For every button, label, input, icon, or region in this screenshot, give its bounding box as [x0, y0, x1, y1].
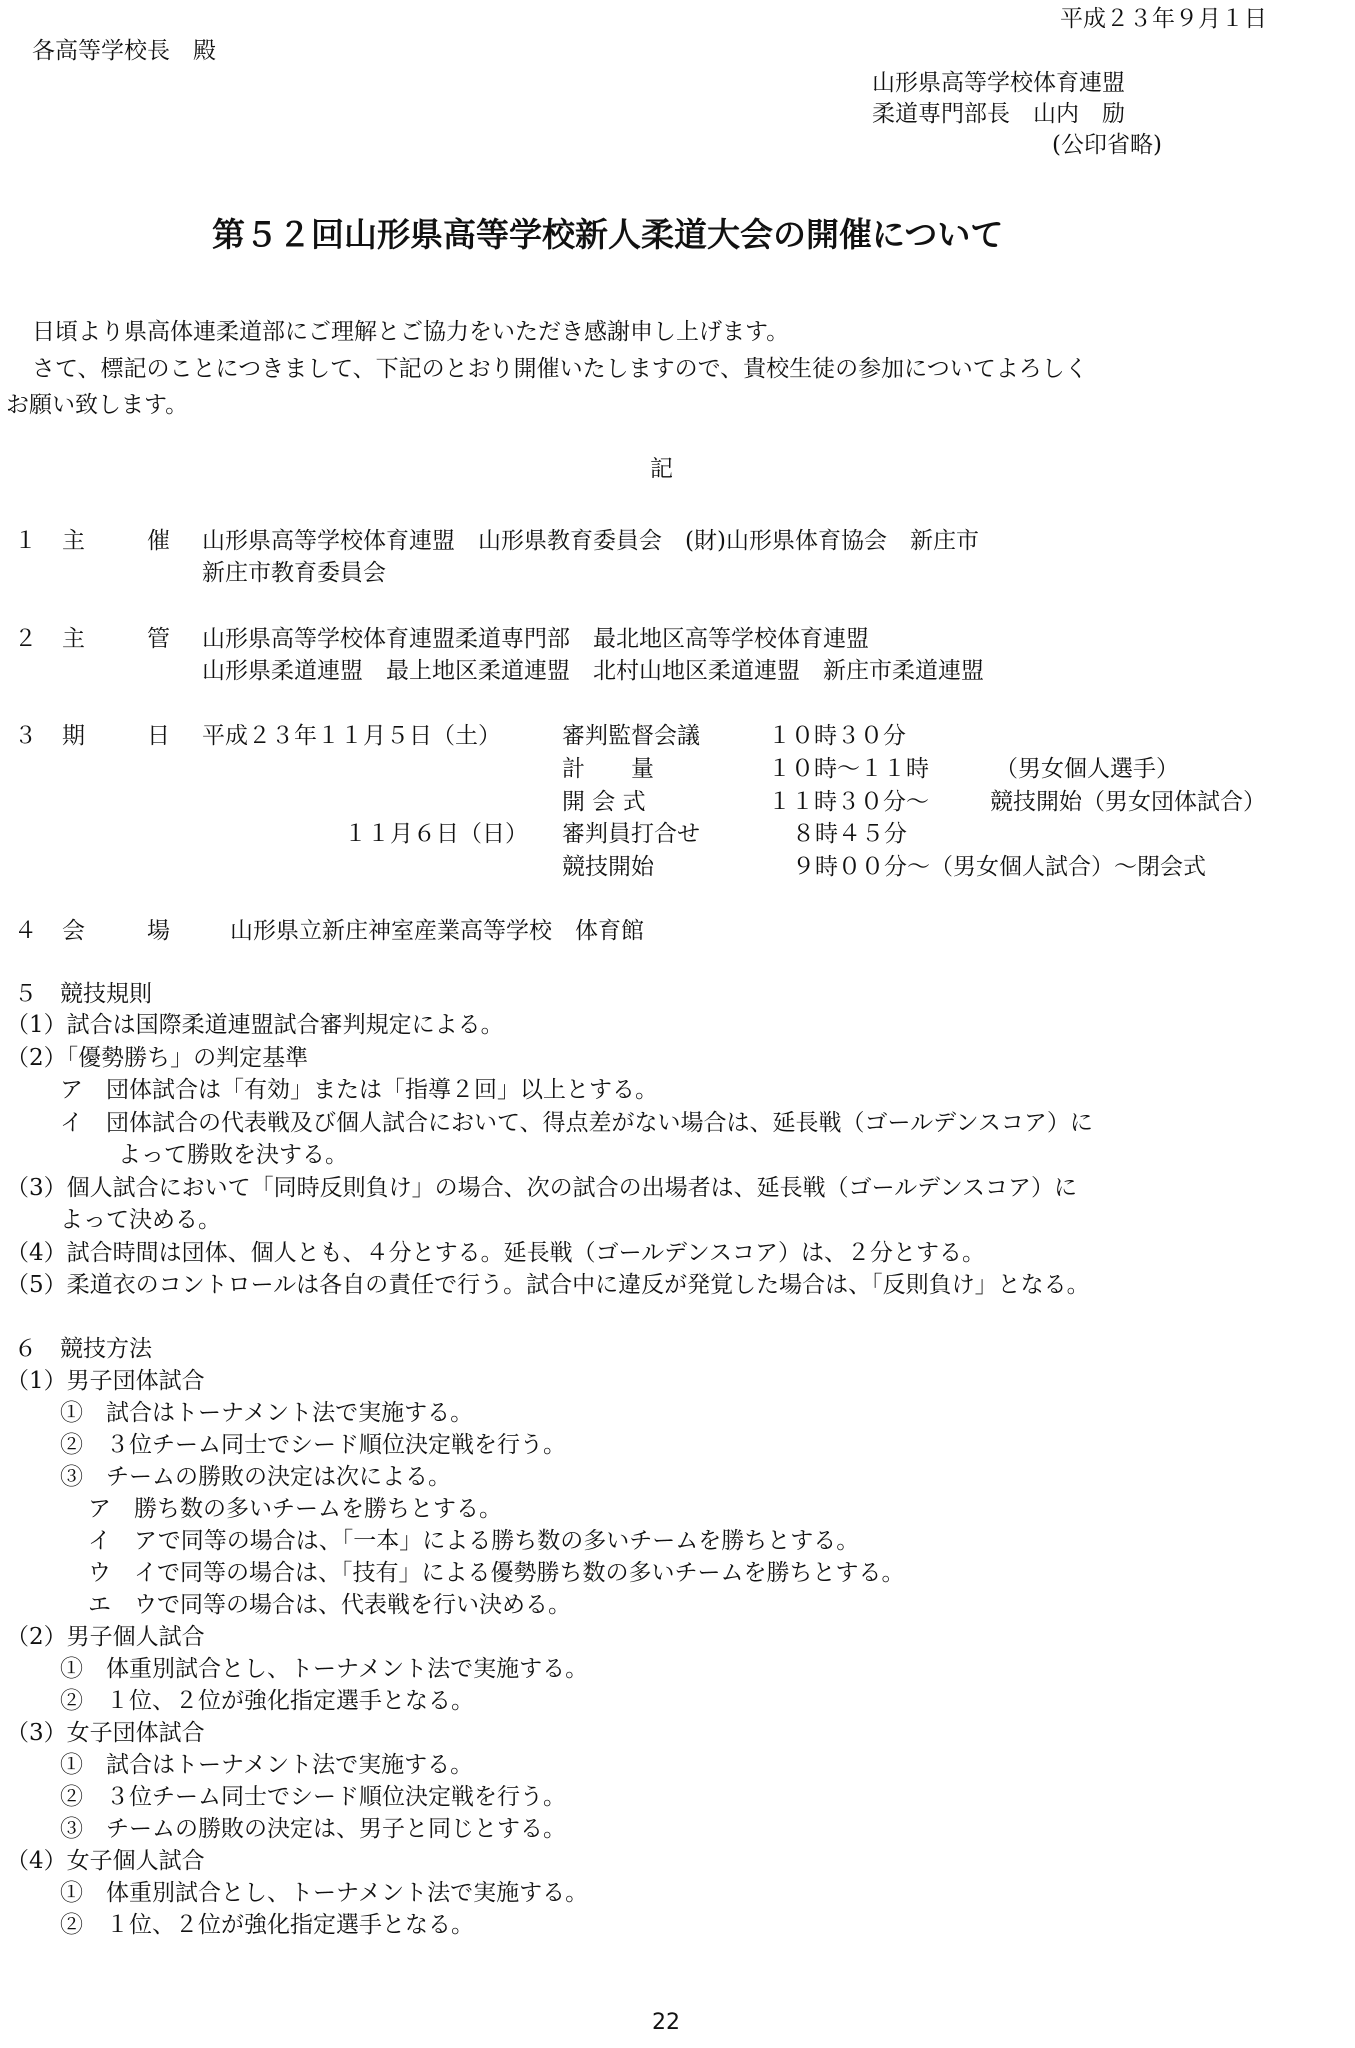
schedule-time: １０時～１１時 [768, 756, 929, 782]
schedule-time: ８時４５分 [792, 821, 907, 847]
section-1-label-a: 主 [62, 528, 85, 554]
method-line: エ ウで同等の場合は、代表戦を行い決める。 [88, 1592, 571, 1618]
schedule-note: 競技開始（男女団体試合） [990, 789, 1266, 815]
schedule-event: 審判監督会議 [562, 723, 700, 749]
method-line: （3）女子団体試合 [6, 1720, 205, 1746]
method-line: ① 試合はトーナメント法で実施する。 [60, 1400, 474, 1426]
document-title: 第５２回山形県高等学校新人柔道大会の開催について [212, 215, 1004, 254]
rule-line: イ 団体試合の代表戦及び個人試合において、得点差がない場合は、延長戦（ゴールデンスコア）に [60, 1110, 1093, 1136]
schedule-event: 審判員打合せ [562, 821, 700, 847]
rule-line: （1）試合は国際柔道連盟試合審判規定による。 [6, 1012, 504, 1038]
rule-line: （2）「優勢勝ち」の判定基準 [6, 1045, 309, 1071]
rule-line: ア 団体試合は「有効」または「指導２回」以上とする。 [60, 1077, 658, 1103]
method-line: （2）男子個人試合 [6, 1624, 205, 1650]
seal-note: (公印省略) [1052, 132, 1162, 158]
intro-line-1: 日頃より県高体連柔道部にご理解とご協力をいただき感謝申し上げます。 [32, 319, 790, 345]
rule-line: （5）柔道衣のコントロールは各自の責任で行う。試合中に違反が発覚した場合は、「反則負け」となる。 [6, 1272, 1090, 1298]
section-5-heading: ５ 競技規則 [14, 981, 152, 1007]
schedule-day-1: 平成２３年１１月５日（土） [202, 723, 501, 749]
section-4-label-a: 会 [62, 918, 85, 944]
page-number: 22 [652, 2010, 680, 2035]
section-1-line-2: 新庄市教育委員会 [202, 560, 386, 586]
schedule-event: 開 会 式 [562, 789, 646, 815]
addressee: 各高等学校長 殿 [32, 38, 216, 64]
sender-organization: 山形県高等学校体育連盟 [872, 70, 1125, 96]
method-line: ② １位、２位が強化指定選手となる。 [60, 1912, 474, 1938]
method-line: （1）男子団体試合 [6, 1368, 205, 1394]
method-line: ① 試合はトーナメント法で実施する。 [60, 1752, 474, 1778]
method-line: ア 勝ち数の多いチームを勝ちとする。 [88, 1496, 502, 1522]
section-4-label-b: 場 [147, 918, 170, 944]
venue: 山形県立新庄神室産業高等学校 体育館 [230, 918, 644, 944]
rule-line: よって決める。 [60, 1207, 221, 1233]
method-line: イ アで同等の場合は、「一本」による勝ち数の多いチームを勝ちとする。 [88, 1528, 860, 1554]
section-1-label-b: 催 [147, 528, 170, 554]
intro-line-3: お願い致します。 [6, 392, 189, 418]
section-2-line-2: 山形県柔道連盟 最上地区柔道連盟 北村山地区柔道連盟 新庄市柔道連盟 [202, 658, 984, 684]
schedule-time: １１時３０分～ [768, 789, 929, 815]
rule-line: （3）個人試合において「同時反則負け」の場合、次の試合の出場者は、延長戦（ゴールデンスコア）に [6, 1175, 1078, 1201]
method-line: ② ３位チーム同士でシード順位決定戦を行う。 [60, 1784, 566, 1810]
schedule-day-2: １１月６日（日） [344, 821, 528, 847]
section-2-label-b: 管 [147, 626, 170, 652]
section-2-line-1: 山形県高等学校体育連盟柔道専門部 最北地区高等学校体育連盟 [202, 626, 869, 652]
document-date: 平成２３年９月１日 [1060, 6, 1267, 32]
method-line: ② １位、２位が強化指定選手となる。 [60, 1688, 474, 1714]
section-1-line-1: 山形県高等学校体育連盟 山形県教育委員会 (財)山形県体育協会 新庄市 [202, 528, 979, 554]
schedule-event: 計 量 [562, 756, 654, 782]
method-line: ③ チームの勝敗の決定は、男子と同じとする。 [60, 1816, 566, 1842]
section-1-number: １ [14, 528, 37, 554]
method-line: ② ３位チーム同士でシード順位決定戦を行う。 [60, 1432, 566, 1458]
section-4-number: ４ [14, 918, 37, 944]
section-2-label-a: 主 [62, 626, 85, 652]
rule-line: よって勝敗を決する。 [118, 1142, 348, 1168]
method-line: ① 体重別試合とし、トーナメント法で実施する。 [60, 1656, 589, 1682]
method-line: （4）女子個人試合 [6, 1848, 205, 1874]
intro-line-2: さて、標記のことにつきまして、下記のとおり開催いたしますので、貴校生徒の参加についてよろしく [32, 356, 1088, 382]
schedule-note: （男女個人選手） [995, 756, 1179, 782]
method-line: ③ チームの勝敗の決定は次による。 [60, 1464, 451, 1490]
section-3-label-b: 日 [147, 723, 170, 749]
section-2-number: ２ [14, 626, 37, 652]
method-line: ① 体重別試合とし、トーナメント法で実施する。 [60, 1880, 589, 1906]
schedule-time: ９時００分～（男女個人試合）～閉会式 [792, 854, 1206, 880]
section-6-heading: ６ 競技方法 [14, 1336, 152, 1362]
schedule-time: １０時３０分 [768, 723, 906, 749]
schedule-event: 競技開始 [562, 854, 654, 880]
sender-name: 柔道専門部長 山内 励 [872, 101, 1125, 127]
rule-line: （4）試合時間は団体、個人とも、４分とする。延長戦（ゴールデンスコア）は、２分とする。 [6, 1240, 986, 1266]
section-3-label-a: 期 [62, 723, 85, 749]
method-line: ウ イで同等の場合は、「技有」による優勢勝ち数の多いチームを勝ちとする。 [88, 1560, 905, 1586]
section-3-number: ３ [14, 723, 37, 749]
ki-marker: 記 [650, 456, 673, 482]
